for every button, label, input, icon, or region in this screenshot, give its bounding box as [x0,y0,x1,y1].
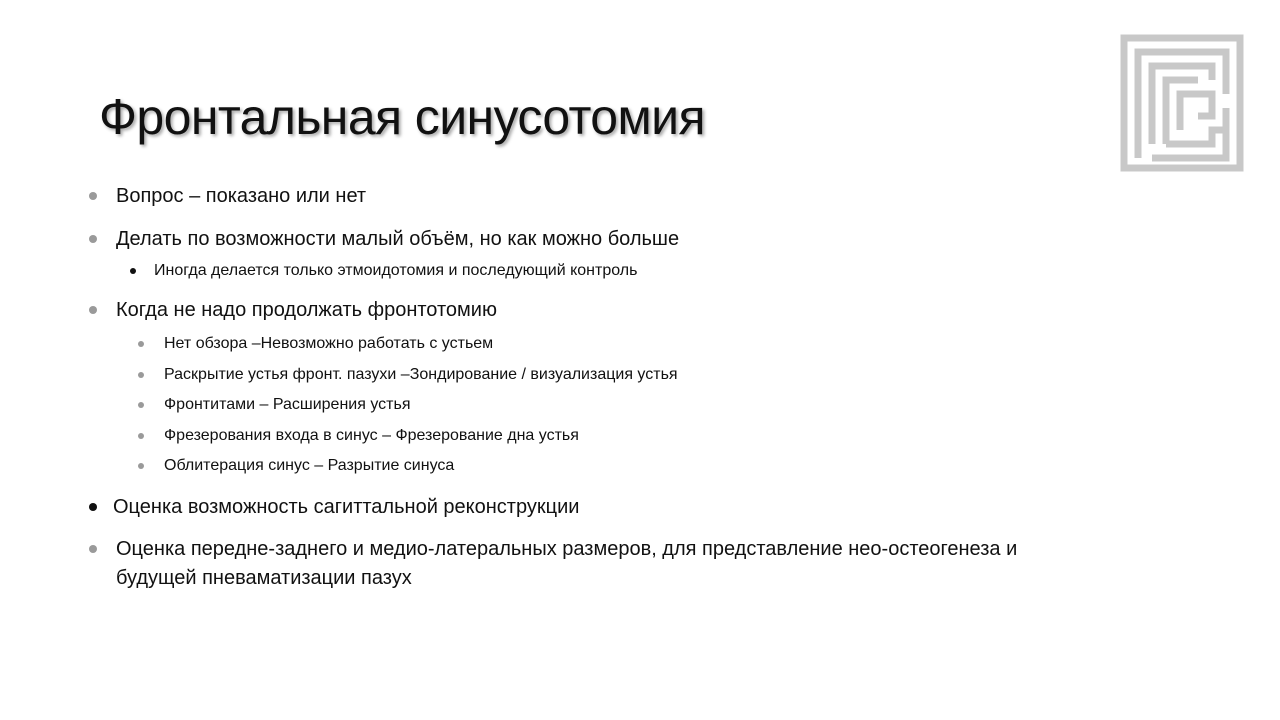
bullet-text: Оценка возможность сагиттальной реконструкции [113,496,580,518]
bullet-text: Оценка передне-заднего и медио-латеральных размеров, для представление нео-остеогенеза и [116,538,1018,560]
bullet-marker [138,341,144,347]
slide-title: Фронтальная синусотомия [99,89,705,145]
bullet-marker [89,545,97,553]
bullet-text: Вопрос – показано или нет [116,185,367,207]
bullet-text: Раскрытие устья фронт. пазухи –Зондирование / визуализация устья [164,366,678,383]
bullet-marker [89,503,97,511]
bullet-marker [138,372,144,378]
bullet-marker [138,463,144,469]
bullet-text: Фронтитами – Расширения устья [164,396,411,413]
bullet-text: Облитерация синус – Разрытие синуса [164,457,455,474]
bullet-marker [89,235,97,243]
bullet-marker [138,433,144,439]
bullet-marker [89,306,97,314]
bullet-marker [130,268,136,274]
maze-logo-icon [1118,32,1246,174]
bullet-text: Фрезерования входа в синус – Фрезерование дна устья [164,427,579,444]
bullet-text: Иногда делается только этмоидотомия и последующий контроль [154,262,638,279]
bullet-text: Нет обзора –Невозможно работать с устьем [164,335,494,352]
bullet-marker [138,402,144,408]
bullet-text: Когда не надо продолжать фронтотомию [116,299,497,321]
bullet-text: Делать по возможности малый объём, но как можно больше [116,228,680,250]
bullet-marker [89,192,97,200]
bullet-text-continuation: будущей пневаматизации пазух [116,567,412,589]
